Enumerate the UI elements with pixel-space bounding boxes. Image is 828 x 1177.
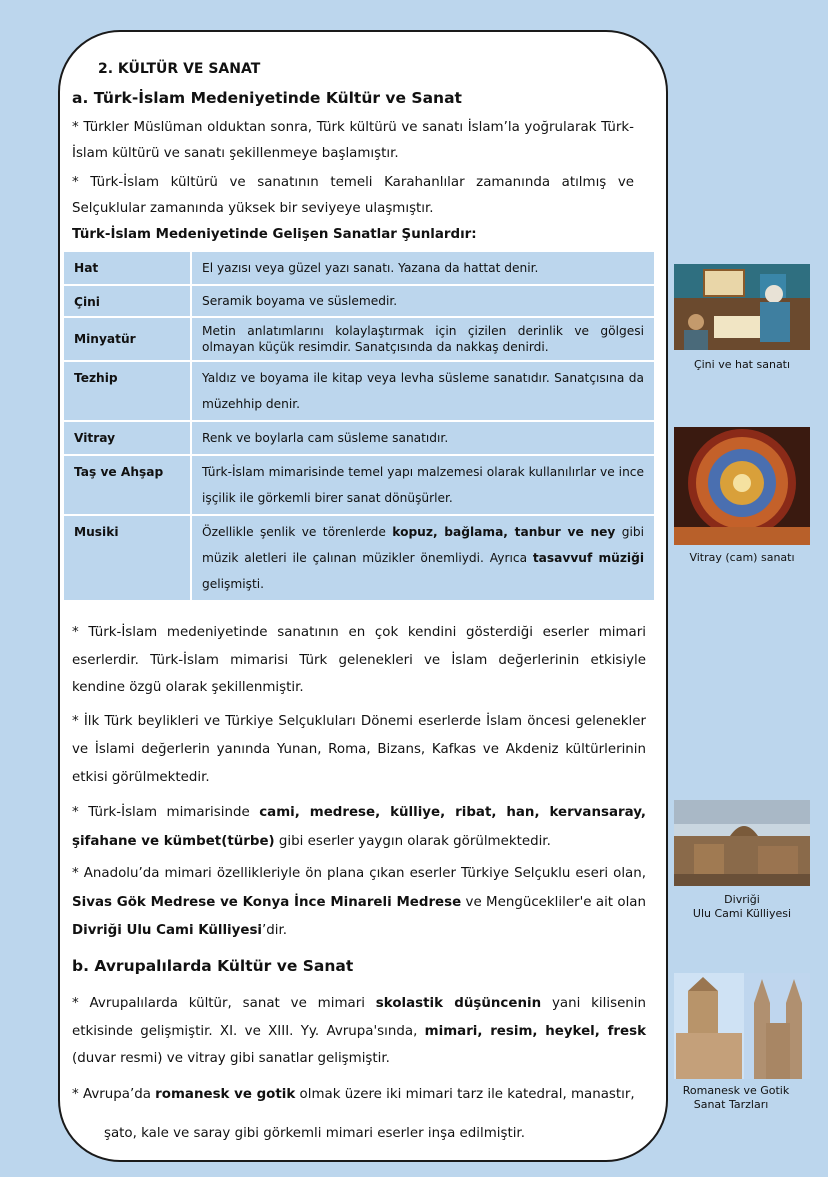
caption-gotik-line-2: Sanat Tarzları	[693, 1098, 769, 1111]
caption-gotik-line-1: Romanesk ve Gotik	[682, 1084, 790, 1097]
table-row	[63, 515, 655, 601]
art-description: Seramik boyama ve süslemedir.	[191, 285, 655, 317]
subsection-a-title: a. Türk-İslam Medeniyetinde Kültür ve Sanat	[72, 89, 462, 107]
art-name: Vitray	[63, 421, 191, 455]
art-description: Özellikle şenlik ve törenlerde kopuz, bağlama, tanbur ve ney gibi müzik aletleri ile çalınan müzikler önemliydi. Ayrıca tasavvuf müziği gelişmişti.	[191, 515, 655, 601]
europe-paragraph-2-line-1: * Avrupa’da romanesk ve gotik olmak üzere iki mimari tarz ile katedral, manastır,	[72, 1087, 635, 1102]
art-name: Tezhip	[63, 361, 191, 421]
caption-vitray: Vitray (cam) sanatı	[689, 551, 795, 564]
art-description: Renk ve boylarla cam süsleme sanatıdır.	[191, 421, 655, 455]
architecture-paragraph-4: * Anadolu’da mimari özellikleriyle ön plana çıkan eserler Türkiye Selçuklu eseri olan, Sivas Gök Medrese ve Konya İnce Minareli Medrese ve Mengücekliler'e ait olan Divriği Ulu Cami Külliyesi’dir.	[72, 866, 646, 938]
art-description: Türk-İslam mimarisinde temel yapı malzemesi olarak kullanılırlar ve ince işçilik ile görkemli birer sanat dönüşürler.	[191, 455, 655, 515]
intro-paragraph-2: * Türk-İslam kültürü ve sanatının temeli Karahanlılar zamanında atılmış ve Selçuklular zamanında yüksek bir seviyeye ulaşmıştır.	[72, 175, 634, 216]
section-title: 2. KÜLTÜR VE SANAT	[98, 61, 261, 77]
arts-table	[62, 250, 656, 602]
art-name: Taş ve Ahşap	[63, 455, 191, 515]
stained-glass-image	[674, 427, 810, 545]
romanesque-gothic-image	[674, 973, 810, 1079]
calligraphy-tile-image	[674, 264, 810, 350]
caption-divrigi-line-2: Ulu Cami Külliyesi	[692, 907, 792, 920]
art-name: Musiki	[63, 515, 191, 601]
table-row	[63, 317, 655, 361]
table-row	[63, 421, 655, 455]
caption-divrigi-line-1: Divriği	[724, 893, 760, 906]
europe-paragraph-2-line-2: şato, kale ve saray gibi görkemli mimari eserler inşa edilmiştir.	[104, 1126, 525, 1141]
divrigi-mosque-image	[674, 800, 810, 886]
europe-paragraph-1: * Avrupalılarda kültür, sanat ve mimari skolastik düşüncenin yani kilisenin etkisinde gelişmiştir. XI. ve XIII. Yy. Avrupa'sında, mimari, resim, heykel, fresk (duvar resmi) ve vitray gibi sanatlar gelişmiştir.	[72, 996, 646, 1066]
subsection-b-title: b. Avrupalılarda Kültür ve Sanat	[72, 957, 354, 975]
art-name: Çini	[63, 285, 191, 317]
art-description: Yaldız ve boyama ile kitap veya levha süsleme sanatıdır. Sanatçısına da müzehhip denir.	[191, 361, 655, 421]
intro-paragraph-1: * Türkler Müslüman olduktan sonra, Türk kültürü ve sanatı İslam’la yoğrularak Türk-İslam kültürü ve sanatı şekillenmeye başlamıştır.	[72, 120, 634, 161]
table-heading: Türk-İslam Medeniyetinde Gelişen Sanatlar Şunlardır:	[72, 227, 477, 242]
art-name: Hat	[63, 251, 191, 285]
architecture-paragraph-2: * İlk Türk beylikleri ve Türkiye Selçukluları Dönemi eserlerde İslam öncesi gelenekler ve İslami değerlerin yanında Yunan, Roma, Bizans, Kafkas ve Akdeniz kültürlerinin etkisi görülmektedir.	[72, 714, 646, 785]
table-row	[63, 361, 655, 421]
architecture-paragraph-3: * Türk-İslam mimarisinde cami, medrese, külliye, ribat, han, kervansaray, şifahane ve kümbet(türbe) gibi eserler yaygın olarak görülmektedir.	[72, 805, 646, 849]
table-row	[63, 251, 655, 285]
art-name: Minyatür	[63, 317, 191, 361]
art-description: Metin anlatımlarını kolaylaştırmak için çizilen derinlik ve gölgesi olmayan küçük resimdir. Sanatçısında da nakkaş denirdi.	[191, 317, 655, 361]
caption-cini: Çini ve hat sanatı	[693, 358, 791, 371]
architecture-paragraph-1: * Türk-İslam medeniyetinde sanatının en çok kendini gösterdiği eserler mimari eserlerdir. Türk-İslam mimarisi Türk gelenekleri ve İslam değerlerinin etkisiyle kendine özgü olarak şekillenmiştir.	[72, 625, 646, 695]
art-description: El yazısı veya güzel yazı sanatı. Yazana da hattat denir.	[191, 251, 655, 285]
table-row	[63, 285, 655, 317]
table-row	[63, 455, 655, 515]
